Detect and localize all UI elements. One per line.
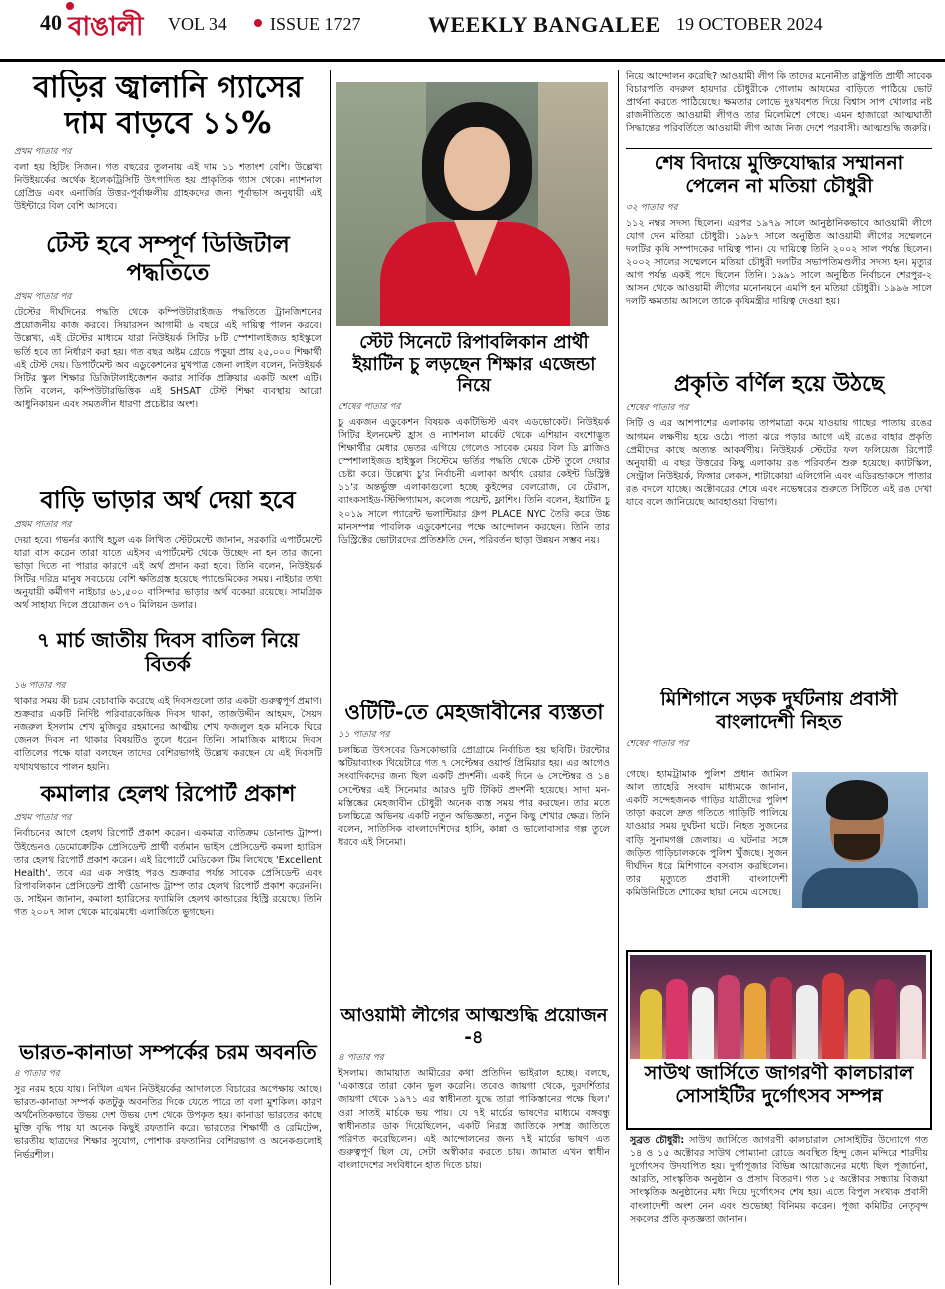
headline: টেস্ট হবে সম্পূর্ণ ডিজিটাল পদ্ধতিতে: [46, 232, 290, 286]
headline: আওয়ামী লীগের আত্মশুদ্ধি প্রয়োজন -৪: [340, 1005, 608, 1048]
headline: ভারত-কানাডা সম্পর্কের চরম অবনতি: [19, 1040, 317, 1064]
article-march7: [14, 628, 322, 773]
article-body: ১১২ নম্বর সদস্য ছিলেন। এরপর ১৯৭৯ সালে আনুষ্ঠানিকভাবে আওয়ামী লীগে যোগ দেন মতিয়া চৌধুরী। ১৯৮৭ সালে অনুষ্ঠিত আওয়ামী লীগের সম্মেলনে দলটির কৃষি সম্পাদকের দায়িত্ব পান। যে দায়িত্বে তিনি ২০০২ সাল পর্যন্ত ছিলেন। ২০০২ সালের সম্মেলনে মতিয়া চৌধুরী দলটির সভাপতিমণ্ডলীর সদস্য হন। মৃত্যুর আগ পর্যন্ত একই পদে ছিলেন তিনি। ১৯৯১ সালে অনুষ্ঠিত নির্বাচনে শেরপুর-২ আসন থেকে আওয়ামী লীগের মনোনয়নে এমপি হন মতিয়া চৌধুরী। ১৯৯৬ সালে দলটি ক্ষমতায় আসলে তাকে কৃষিমন্ত্রীর দায়িত্ব দেওয়া হয়।: [626, 217, 932, 308]
article-kamala: [14, 782, 322, 1030]
article-michigan-header: [626, 688, 932, 758]
continued-label: শেষের পাতার পর: [626, 738, 689, 749]
volume-label: VOL 34: [168, 14, 227, 34]
article-body: নিয়ে আন্দোলন করেছি? আওয়ামী লীগ কি তাদের মনোনীত রাষ্ট্রপতি প্রার্থী সাবেক বিচারপতি বদরুল হায়দার চৌধুরীকে গোলাম আযমের বাড়িতে পাঠিয়ে ভোট প্রার্থনা করতে পাঠিয়েছে। ক্ষমতার লোভে দুঃখবশত দিয়ে বিশ্বাস সাপ খোলার নষ্ট রাজনীতিতে আওয়ামী লীগও তার মিলেমিশে গেছে। এমন হাজারো আত্মঘাতী সিদ্ধান্তের পরিবর্তিতে আওয়ামী লীগ আজ নিজ দেশে পরবাসী। আত্মশুদ্ধি জরুরি।: [626, 71, 932, 135]
portrait-photo: [336, 82, 608, 326]
article-durga-header: [630, 1062, 928, 1124]
article-body: চু একজন এডুকেশন বিষয়ক একটিভিস্ট এবং এডভোকেট। নিউইয়র্ক সিটির ইলনমেন্ট হ্রাস ও ন্যাশনাল মার্কেট থেকে এশিয়ান বংশোদ্ভূত শিক্ষার্থীর মেধার ভেতর এগিয়ে গেলেও সাবেক মেয়র বিল ডি ব্লাজিও স্পেশালাইজড হাইস্কুল সিস্টেমে ভর্তির পদ্ধতি থেকে টেস্ট তুলে দেয়ার চেষ্টা করে। উল্লেখ্য চু'র নির্বাচনী এলাকা অর্থাৎ রেয়ার কেইন্ট ডিস্ট্রিক্ট ১১'র অন্তর্ভুক্ত এলাকাগুলো হচ্ছে কুইন্সের বেলরোজ, বে টেরাস, ব্যাংকসাইড-স্টিন্সিগ্যামস, কলেজ পয়েন্ট, ফ্লাশিং। তিনি বলেন, ইয়াটিন চু ২০১৯ সালে প্যারেন্ট ভলান্টিয়ার গ্রুপ PLACE NYC তৈরি করে উচ্চ মানসম্পন্ন পাবলিক এডুকেশনের পক্ষে আন্দোলন করছেন। তিনি তার ডিস্ট্রিক্টের ভোটারদের প্রতিশ্রুতি দেন, পরিবর্তন ছাড়া উন্নয়ন সম্ভব নয়।: [338, 416, 610, 546]
continued-label: শেষের পাতার পর: [338, 401, 401, 412]
masthead: [0, 0, 945, 62]
victim-photo: [792, 772, 928, 908]
article-body: টেস্টের দীর্ঘদিনের পদ্ধতি থেকে কম্পিউটারাইজড পদ্ধতিতে ট্রানজিশনের প্রয়োজনীয় কাজ করবে। সিয়ারসন আগামী ৬ বছরে এই দায়িত্ব পালন করবে। উল্লেখ্য, এই টেস্টের মাধ্যমে যারা নিউইয়র্ক সিটির ৮টি স্পেশালাইজড হাইস্কুলে ভর্তি হবে তা নির্ধারণ করা হয়। গত বছর অষ্টম গ্রেডে পড়ুয়া প্রায় ২৫,০০০ শিক্ষার্থী এই টেস্ট দেয়। ডিপার্টমেন্ট অব এডুকেশনের মুখপাত্র জেনা লাইল বলেন, নিউইয়র্ক সিটির স্কুল শিক্ষার ডিজিটালাইজেশন করার সার্বিক প্রক্রিয়ার একটি অংশ এটি। তিনি বলেন, কম্পিউটারভিত্তিক এই SHSAT টেস্ট শিক্ষা ব্যবস্থায় আরো আধুনিকায়ন এবং সমতলীন ধারণা প্রচেষ্টার অংশ।: [14, 307, 322, 410]
continued-label: ৪ পাতার পর: [338, 1053, 384, 1064]
article-body: সিটি ও এর আশপাশের এলাকায় তাপমাত্রা কমে যাওয়ায় গাছের পাতায় রঙের আগমন লক্ষণীয় হয়ে ওঠে। পাতা ঝরে পড়ার আগে এই রঙের বাহার প্রকৃতি প্রেমীদের কাছে অত্যন্ত আকর্ষণীয়। নিউইয়র্ক স্টেটের ফল ফলিয়েজ রিপোর্ট অনুযায়ী এ বছর উত্তরের কিছু এলাকায় রঙ পরিবর্তন শুরু হয়েছে। ক্যাটস্কিল, সেন্ট্রাল নিউইয়র্ক, ফিঙ্গার লেকস, শাটাকোয়া এলিগেনি এবং এডিরন্ডাকসে পাতার রঙ বদলে যাচ্ছে। অক্টোবরের শেষে এবং নভেম্বরের শুরুতে সিটিতে এই রঙ দেখা যাবে বলে জানিয়েছে আবহাওয়া বিভাগ।: [626, 418, 932, 509]
article-body: গেছে। হ্যামট্রামাক পুলিশ প্রধান জামিল আল তাহেরি সংবাদ মাধ্যমকে জানান, একটি সন্দেহজনক গাড়ির যাত্রীদের পুলিশ তাড়া করলে দ্রুত গতিতে গাড়িটি পালিয়ে যাওয়ার সময় দুর্ঘটনা ঘটে। নিহত সুজনের বাড়ি সুনামগঞ্জ জেলায়। এ ঘটনার সঙ্গে জড়িত গাড়িচালককে পুলিশ খুঁজছে। সুজন দীর্ঘদিন ধরে মিশিগানে বসবাস করছিলেন। তার মৃত্যুতে প্রবাসী বাংলাদেশী কমিউনিটিতে শোকের ছায়া নেমে এসেছে।: [626, 769, 788, 898]
article-body: বলা হয় হিটিং সিজন। গত বছরের তুলনায় এই দাম ১১ শতাংশ বেশি। উল্লেখ্য নিউইয়র্কের অর্থেক ইলেকট্রিসিটি উৎপাদিত হয় প্রাকৃতিক গ্যাস থেকে। ন্যাশনাল গ্রেপ্রিড এবং এনার্জির উত্তর-পূর্বাঞ্চলীয় গ্রাহকদের জন্য পূর্বাভাস অনুযায়ী এই উইন্টারে বিল বেশি আসবে।: [14, 162, 322, 213]
article-michigan: [626, 768, 788, 944]
headline: প্রকৃতি বর্ণিল হয়ে উঠছে: [673, 372, 885, 397]
article-motia: [626, 152, 932, 364]
column-divider: [618, 70, 619, 1285]
continued-label: প্রথম পাতার পর: [14, 292, 72, 303]
headline: কমালার হেলথ রিপোর্ট প্রকাশ: [40, 782, 296, 807]
continued-label: ৩২ পাতার পর: [626, 202, 678, 213]
headline: সাউথ জার্সিতে জাগরণী কালচারাল সোসাইটির দুর্গোৎসব সম্পন্ন: [644, 1062, 914, 1107]
headline: বাড়ি ভাড়ার অর্থ দেয়া হবে: [40, 486, 296, 514]
article-test: [14, 232, 322, 437]
article-ott: [338, 700, 610, 1000]
issue-date: 19 OCTOBER 2024: [676, 14, 823, 34]
issue-label: ISSUE 1727: [270, 14, 361, 34]
article-gas: [14, 70, 322, 225]
article-body: থাকার সময় কী চরম বেচাবাকি করেছে এই দিবসগুলো তার একটা গুরুত্বপূর্ণ প্রমাণ। শুক্রবার একটি নির্দিষ্ট পরিবারকেন্দ্রিক দিবস থাকা, তাজউদ্দীন আহমদ, সৈয়দ নজরুল ইসলাম শেখ মুজিবুর রহমানের আত্মীয় শেখ ফজলুল হক মনিকে ঘিরে জেনল দিবস না থাকার বিষয়টিও তুলে ধরেন তিনি। সামাজিক মাধ্যমে দিবস বাতিলের পক্ষে যারা বলছেন তাদের বেশিরভাগই উল্লেখ করছেন যে এই দিবসটি যথাযথভাবে পালন হয়নি।: [14, 696, 322, 773]
paper-name: WEEKLY BANGALEE: [428, 12, 661, 37]
article-body: ইসলাম। জামায়াত আমীরের কথা প্রতিদিন ভাইরাল হচ্ছে। বলছে, 'একাত্তরে তারা কোন ভুল করেনি। তবেও জায়গা থেকে, দুরদর্শিতার জায়গা থেকে ১৯৭১ এর স্বাধীনতা যুদ্ধে তারা পাকিস্তানের পক্ষে ছিল।' ওরা সাতই মার্চকে ভয় পায়। যে ৭ই মার্চের ভাষণের মাধ্যমে বঙ্গবন্ধু স্বাধীনতার ডাক দিয়েছিলেন, একটি নিরস্ত্র জাতিকে সশস্ত্র জাতিতে পরিণত করেছিলেন। এই আন্দোলনের জন্য ৭ই মার্চের ভাষণ এত গুরুত্বপূর্ণ ছিল যে, সেটা অস্বীকার করতে চায়। জামাত এখন স্বাধীন বাংলাদেশের সংবিধানে হাত দিতে চায়।: [338, 1068, 610, 1171]
headline: মিশিগানে সড়ক দুর্ঘটনায় প্রবাসী বাংলাদেশী নিহত: [660, 688, 898, 733]
continued-label: ৪ পাতার পর: [14, 1069, 60, 1079]
continued-label: প্রথম পাতার পর: [14, 813, 72, 824]
continued-label: ১১ পাতার পর: [338, 730, 390, 741]
paper-logo: বাঙালী: [68, 12, 144, 42]
separator-dot-icon: [254, 19, 262, 27]
article-rent: [14, 486, 322, 621]
article-body: সুর নরম হয়ে যায়। নিখিল এখন নিউইয়র্কের আদালতে বিচারের অপেক্ষায় আছে। ভারত-কানাডা সম্পর্ক কতটুকু অবনতির দিকে যেতে পারে তা বলা মুশকিল। কারণ অর্থনৈতিকভাবে উভয় দেশ উভয় দেশ থেকে উপকৃত হয়। কানাডা ভারতের কাছে মুক্তি বৃদ্ধি পায় যা অনেক কিছুই রফতানি করে। ভারতের শিক্ষার্থী ও রেমিটেন্স, ভারতীয় ছাত্রদের শিক্ষার সুযোগ, পোশাক রফতানির বেশিরভাগ ও অনেকগুলোই নির্ভরশীল।: [14, 1084, 322, 1161]
article-body: সাউথ জার্সিতে জাগরণী কালচারাল সোসাইটির উদ্যোগে গত ১৪ ও ১৫ অক্টোবর সাউথ পোম্যানা রোডে অবস্থিত হিন্দু জেন মন্দিরে শারদীয় দুর্গোৎসব উদযাপিত হয়। দুর্গাপূজার বিভিন্ন আয়োজনের মধ্যে ছিল পূজার্চনা, আরতি, সাংস্কৃতিক অনুষ্ঠান ও প্রসাদ বিতরণ। গত ১৫ অক্টোবর সন্ধ্যায় বিজয়া সাংস্কৃতিক অনুষ্ঠানের মধ্য দিয়ে দুর্গোৎসব শেষ হয়। এতে বিপুল সংখ্যক প্রবাসী বাংলাদেশী অংশ নেন এবং শুভেচ্ছা বিনিময় করেন। পূজা কমিটির নেতৃবৃন্দ সকলের প্রতি কৃতজ্ঞতা জানান।: [630, 1135, 928, 1225]
page-number: 40: [40, 10, 62, 35]
continued-label: প্রথম পাতার পর: [14, 147, 72, 157]
article-nature: [626, 372, 932, 627]
article-senate: [338, 332, 610, 692]
durga-puja-event-photo: [630, 955, 926, 1059]
section-divider: [626, 148, 932, 149]
continued-label: শেষের পাতার পর: [626, 403, 689, 414]
byline: সুব্রত চৌধুরী:: [630, 1135, 685, 1146]
headline: শেষ বিদায়ে মুক্তিযোদ্ধার সম্মাননা পেলেন না মতিয়া চৌধুরী: [654, 152, 904, 197]
headline: ৭ মার্চ জাতীয় দিবস বাতিল নিয়ে বিতর্ক: [36, 628, 300, 676]
article-canada: [14, 1040, 322, 1285]
article-body: নির্বাচনের আগে হেলথ রিপোর্ট প্রকাশ করেন। একমাত্র ব্যতিক্রম ডোনাল্ড ট্রাম্প। উইন্ডেনও ডেমোক্রেটিক প্রেসিডেন্ট প্রার্থী বর্তমান ভাইস প্রেসিডেন্ট কমলা হ্যারিস তার হেলথ রিপোর্ট প্রকাশ করেন। এই রিপোর্টে মেডিকেল টিম লিখেছে 'Excellent Health'. তবে এর এক সপ্তাহ পরও শুক্রবার পর্যন্ত সাবেক প্রেসিডেন্ট এবং রিপাবলিকান প্রেসিডেন্ট প্রার্থী ডোনাল্ড ট্রাম্প তার হেলথ রিপোর্ট প্রকাশ করেননি। ড. সাইমন জানান, কমালা হ্যারিসের ফ্যামিলি হেলথ কান্ডারের হিস্ট্রি রয়েছে। তিনি গত ২০০৭ সাল থেকে মাঝেমধ্যে এলার্জিতে ভুগছেন।: [14, 828, 322, 919]
article-body: দেয়া হবে। গভর্নর ক্যাথি হচুল এক লিখিত স্টেটমেন্টে জানান, সরকারি এপার্টমেন্টে যারা বাস করেন তারা যাতে এইসব এপার্টমেন্ট থেকে উচ্ছেদ না হন তার জন্যে ভাড়া দিতে না পারার কারণে এই অর্থ প্রদান করা হবে। তিনি বলেন, নিউইয়র্ক সিটির দরিদ্র মানুষ সবচেয়ে বেশি ক্ষতিগ্রস্ত হয়েছে প্যান্ডেমিকের সময়। নাইচার তথ্য অনুযায়ী কর্মীগণ নাইচার ৬১,৫০০ বাসিন্দার ভাড়ার অর্থ বকেয়া রয়েছে। সামগ্রিক অর্থ সাহায্য দিলে প্রয়োজন ৩৭০ মিলিয়ন ডলার।: [14, 534, 322, 612]
article-awami-continuation: [626, 70, 932, 145]
headline: স্টেট সিনেটে রিপাবলিকান প্রার্থী ইয়াটিন চু লড়ছেন শিক্ষার এজেন্ডা নিয়ে: [352, 332, 596, 397]
article-durga: [630, 1134, 928, 1284]
continued-label: ১৬ পাতার পর: [14, 681, 66, 691]
article-body: চলচ্চিত্র উৎসবের ডিসকোভারি প্রোগ্রামে নির্বাচিত হয় ছবিটি। টরন্টোর স্কটিয়াব্যাংক থিয়েটারে গত ৭ সেপ্টেম্বর ওয়ার্ল্ড প্রিমিয়ার হয়। এর আগেও সংবাদিকদের জন্য ছিল একটি প্রদর্শনী। একই দিনে ৬ সেপ্টেম্বর ও ১৪ সেপ্টেম্বর এই সিনেমার আরও দুটি টিকিট প্রদর্শনী হয়েছে। সাদা মন-মস্তিষ্কের মেহজাবীন চৌধুরী অনেক ব্যস্ত সময় পার করছেন। তার মতে চলচ্চিত্রে অভিনয় একটি নতুন অভিজ্ঞতা, নতুন কিছু শেখার ক্ষেত্র। তিনি বলেন, সাতিসিক বাংলাদেশিদের হাসি, কান্না ও ভালোবাসার গল্প তুলে ধরবে এই সিনেমা।: [338, 745, 610, 848]
headline: বাড়ির জ্বালানি গ্যাসের দাম বাড়বে ১১%: [33, 70, 303, 141]
article-awami: [338, 1005, 610, 1285]
column-divider: [330, 70, 331, 1285]
headline: ওটিটি-তে মেহজাবীনের ব্যস্ততা: [344, 700, 604, 724]
continued-label: প্রথম পাতার পর: [14, 519, 72, 530]
